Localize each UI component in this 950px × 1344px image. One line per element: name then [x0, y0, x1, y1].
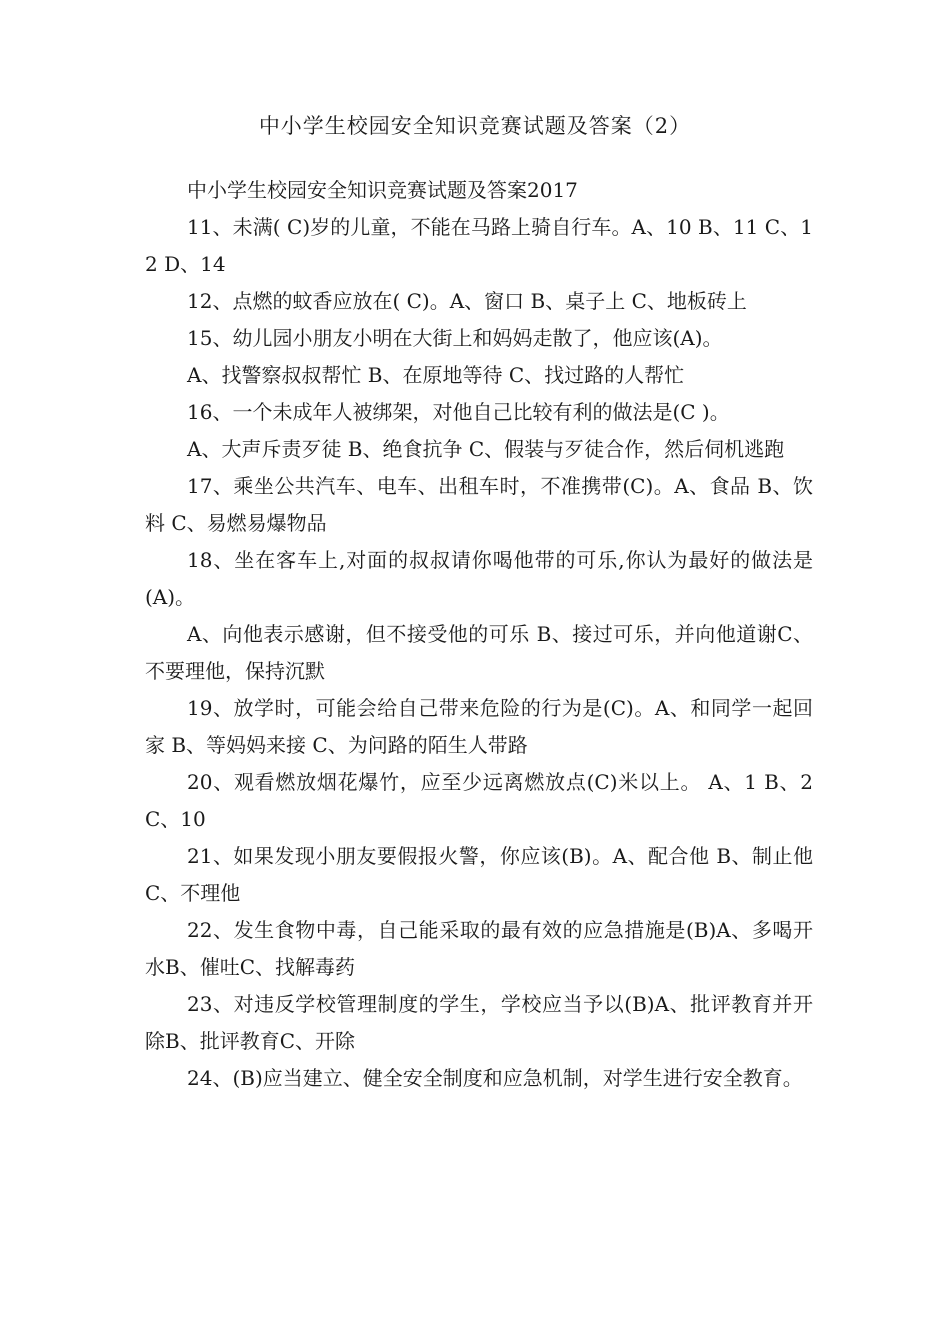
question-19: 19、放学时，可能会给自己带来危险的行为是(C)。A、和同学一起回家 B、等妈妈来接 C、为问路的陌生人带路 — [145, 696, 813, 757]
document-title: 中小学生校园安全知识竞赛试题及答案（2） — [258, 114, 692, 138]
question-17: 17、乘坐公共汽车、电车、出租车时，不准携带(C)。A、食品 B、饮料 C、易燃易爆物品 — [145, 474, 813, 535]
question-11: 11、未满( C)岁的儿童，不能在马路上骑自行车。A、10 B、11 C、12 D、14 — [145, 215, 813, 276]
question-18: 18、坐在客车上,对面的叔叔请你喝他带的可乐,你认为最好的做法是(A)。 — [145, 548, 813, 609]
question-22: 22、发生食物中毒，自己能采取的最有效的应急措施是(B)A、多喝开水B、催吐C、找解毒药 — [145, 918, 813, 979]
question-21: 21、如果发现小朋友要假报火警，你应该(B)。A、配合他 B、制止他 C、不理他 — [145, 844, 820, 905]
question-15: 15、幼儿园小朋友小明在大街上和妈妈走散了，他应该(A)。 — [187, 326, 723, 350]
question-23: 23、对违反学校管理制度的学生，学校应当予以(B)A、批评教育并开除B、批评教育C、开除 — [145, 992, 813, 1053]
question-16-options: A、大声斥责歹徒 B、绝食抗争 C、假装与歹徒合作，然后伺机逃跑 — [187, 437, 785, 461]
question-20: 20、观看燃放烟花爆竹，应至少远离燃放点(C)米以上。 A、1 B、2 C、10 — [145, 770, 820, 831]
document-body — [145, 172, 820, 1097]
question-18-options: A、向他表示感谢，但不接受他的可乐 B、接过可乐，并向他道谢C、不要理他，保持沉默 — [145, 622, 813, 683]
question-15-options: A、找警察叔叔帮忙 B、在原地等待 C、找过路的人帮忙 — [187, 363, 685, 387]
question-12: 12、点燃的蚊香应放在( C)。A、窗口 B、桌子上 C、地板砖上 — [187, 289, 747, 313]
question-24: 24、(B)应当建立、健全安全制度和应急机制，对学生进行安全教育。 — [187, 1066, 803, 1090]
question-16: 16、一个未成年人被绑架，对他自己比较有利的做法是(C )。 — [187, 400, 730, 424]
paragraph-heading: 中小学生校园安全知识竞赛试题及答案2017 — [187, 178, 578, 202]
